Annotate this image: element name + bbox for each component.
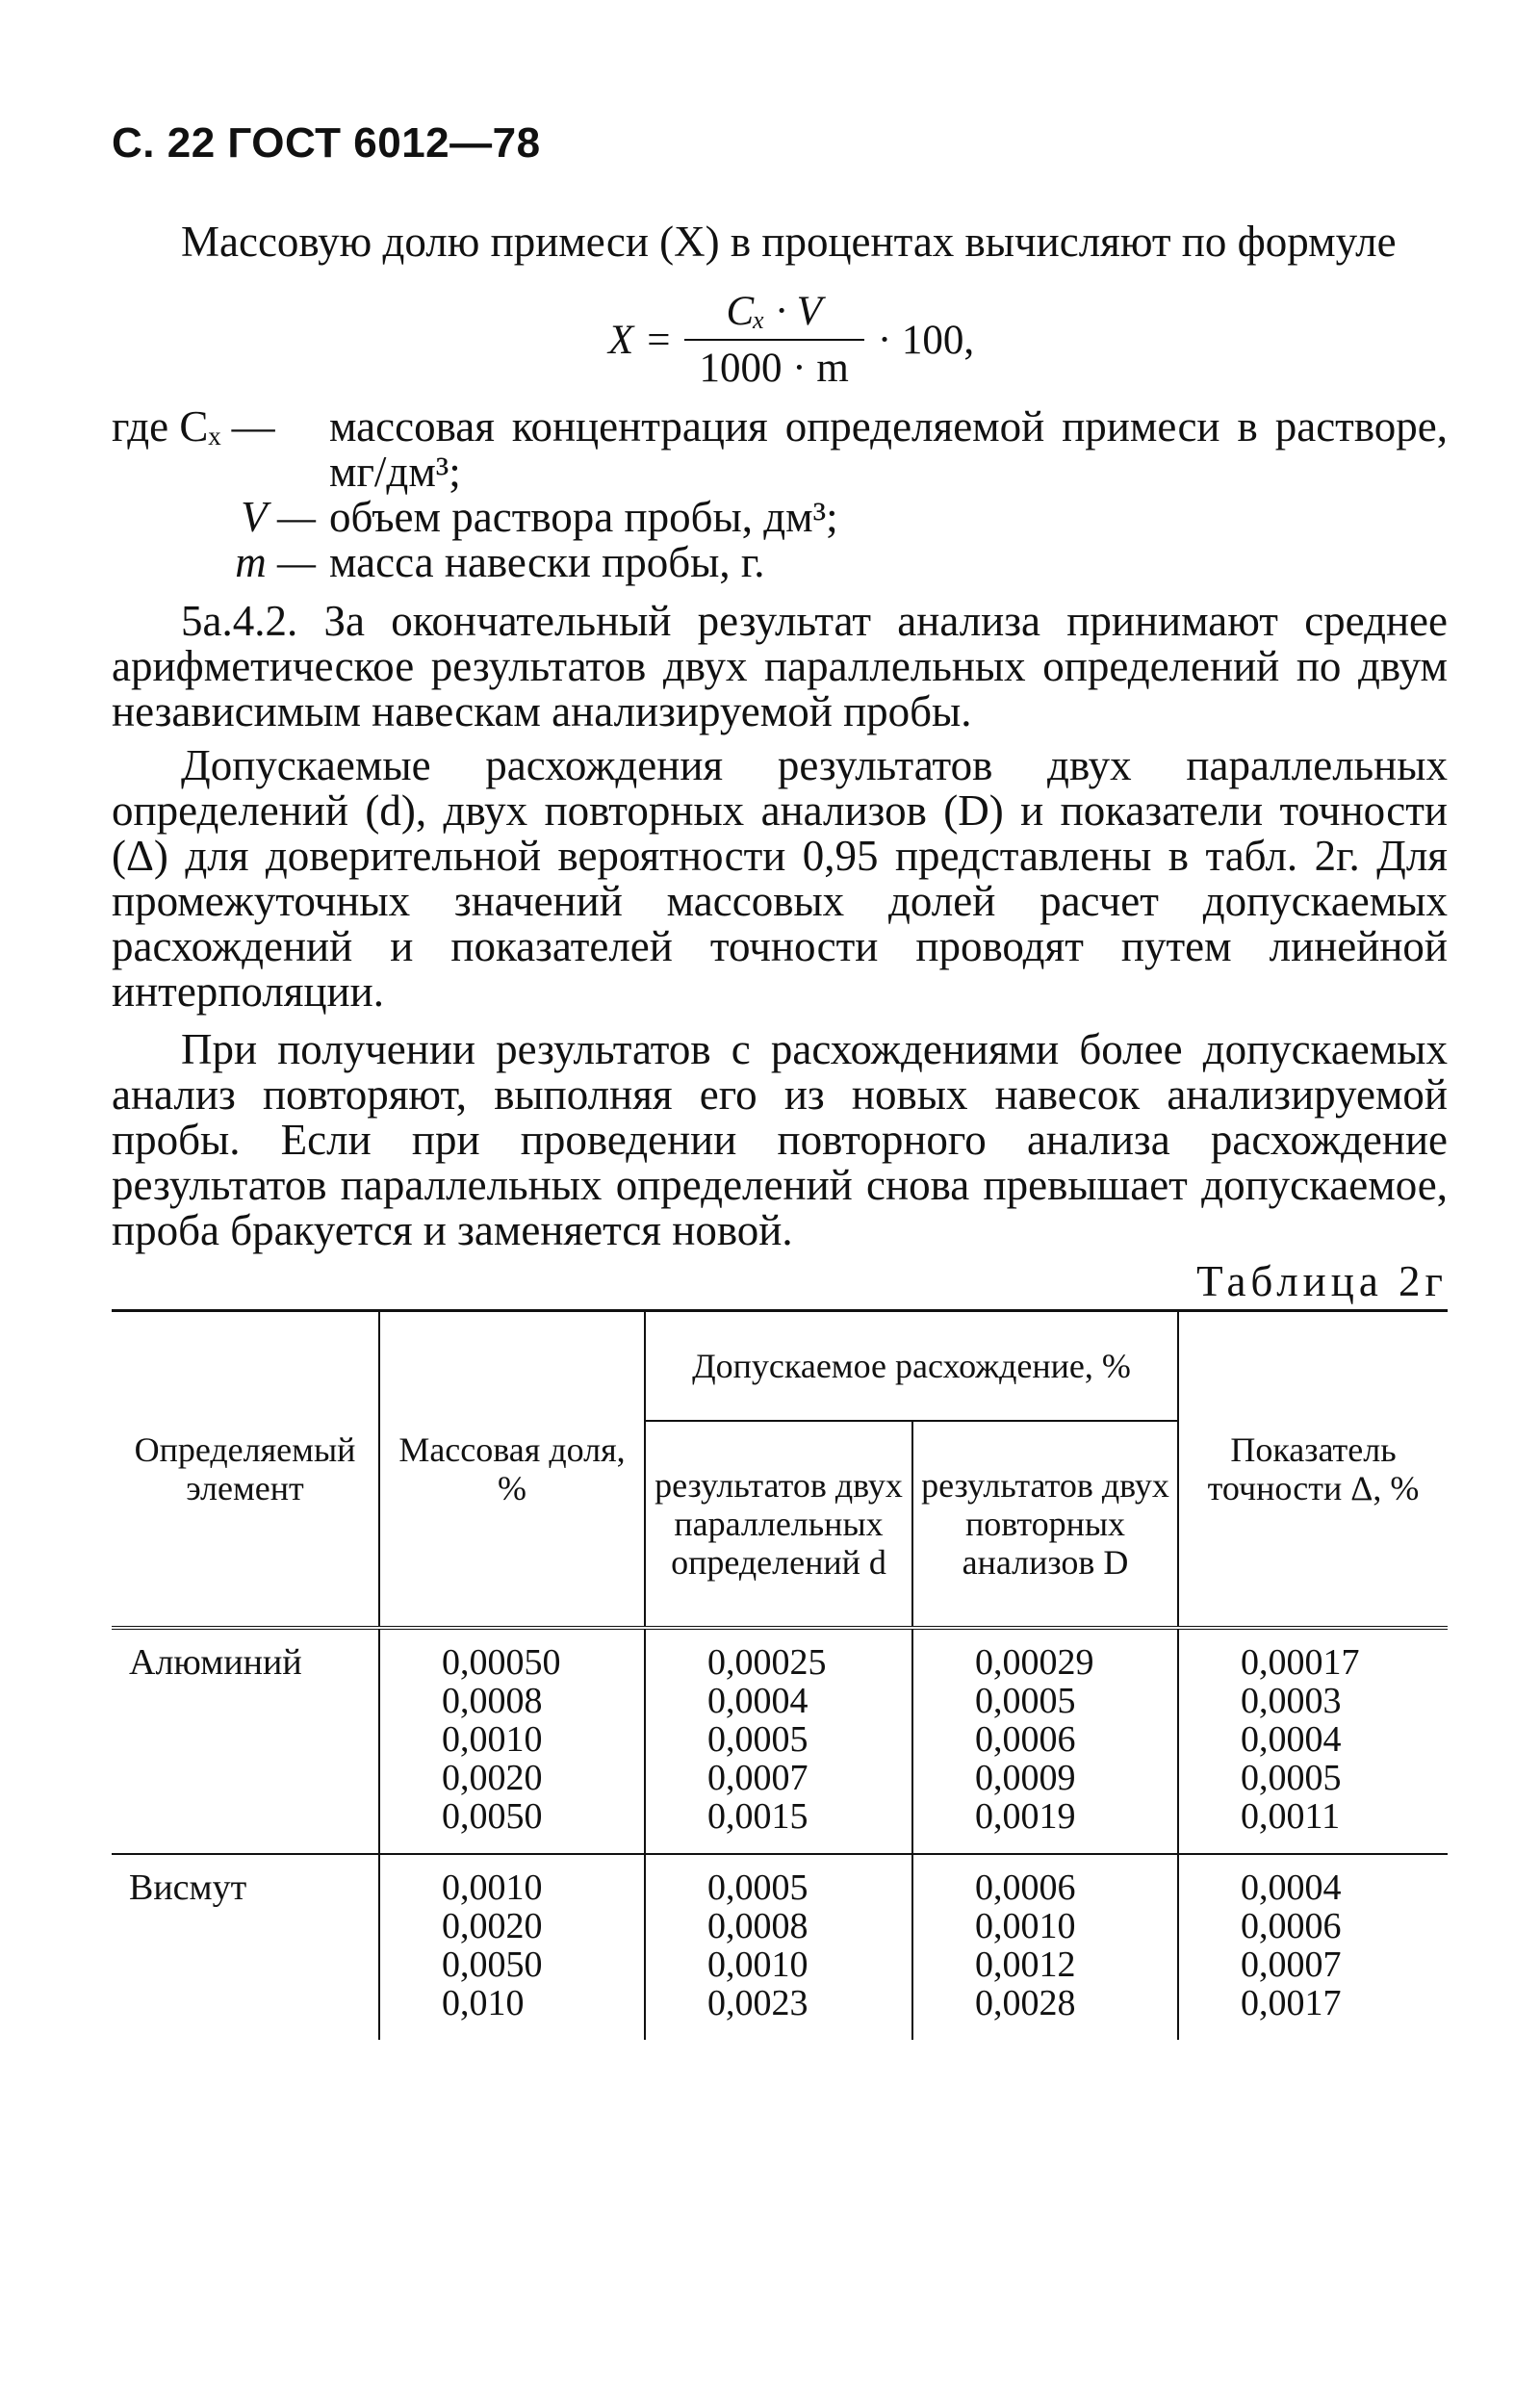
page-header: С. 22 ГОСТ 6012—78	[112, 119, 541, 167]
value: 0,0028	[975, 1983, 1076, 2023]
value: 0,0007	[1241, 1944, 1342, 1985]
value: 0,0009	[975, 1758, 1076, 1798]
value: 0,0004	[1241, 1867, 1342, 1908]
value: 0,0050	[442, 1944, 543, 1985]
paragraph-repeat-analysis: При получении результатов с расхождениями более допускаемых анализ повторяют, выполняя его из новых навесок анализируемой пробы. Если при проведении повторного анализа расхождение результатов параллельных определений снова превышает допускаемое, проба бракуется и заменяется новой.	[112, 1025, 1448, 1254]
value: 0,00017	[1241, 1642, 1360, 1683]
value: 0,0050	[442, 1796, 543, 1837]
parallel-cell	[645, 1854, 912, 2040]
value: 0,0005	[1241, 1758, 1342, 1798]
header-element: Определяемый элемент	[112, 1311, 379, 1629]
value: 0,0003	[1241, 1681, 1342, 1721]
value: 0,0006	[1241, 1906, 1342, 1946]
formula-eq: =	[647, 317, 671, 363]
paragraph-5a-4-2: 5а.4.2. За окончательный результат анализа принимают среднее арифметическое результатов двух параллельных определений по двум независимым навескам анализируемой пробы.	[112, 597, 1448, 735]
value: 0,0006	[975, 1867, 1076, 1908]
legend-symbol: где Cₓ —	[112, 402, 275, 451]
paragraph-allowable-deviations: Допускаемые расхождения результатов двух параллельных определений (d), двух повторных анализов (D) и показатели точности (Δ) для доверительной вероятности 0,95 представлены в табл. 2г. Для промежуточных значений массовых долей расчет допускаемых расхождений и показателей точности проводят путем линейной интерполяции.	[112, 741, 1448, 1016]
formula-factor: · 100,	[877, 317, 975, 363]
value: 0,0007	[707, 1758, 808, 1798]
value: 0,0020	[442, 1906, 543, 1946]
table-caption: Таблица 2г	[1196, 1257, 1448, 1305]
element-cell: Висмут	[112, 1854, 379, 2040]
value: 0,0010	[975, 1906, 1076, 1946]
accuracy-cell	[1178, 1628, 1448, 1854]
value: 0,00029	[975, 1642, 1094, 1683]
header-parallel: результатов двух параллельных определений d	[645, 1421, 912, 1628]
value: 0,0008	[442, 1681, 543, 1721]
legend-row	[112, 404, 1448, 495]
value: 0,0004	[707, 1681, 808, 1721]
parallel-cell	[645, 1628, 912, 1854]
value: 0,0010	[707, 1944, 808, 1985]
mass-fraction-cell	[379, 1854, 645, 2040]
formula	[608, 287, 974, 393]
header-accuracy: Показатель точности Δ, %	[1178, 1311, 1448, 1629]
header-repeated: результатов двух повторных анализов D	[912, 1421, 1178, 1628]
table-row	[112, 1854, 1448, 2040]
header-allowed-group: Допускаемое расхождение, %	[645, 1311, 1178, 1422]
value: 0,0010	[442, 1867, 543, 1908]
legend-row	[112, 495, 1448, 540]
value: 0,0012	[975, 1944, 1076, 1985]
formula-legend	[112, 404, 1448, 585]
formula-denominator: 1000 · m	[684, 339, 864, 392]
value: 0,0020	[442, 1758, 543, 1798]
value: 0,0005	[707, 1867, 808, 1908]
value: 0,0006	[975, 1719, 1076, 1760]
legend-symbol: V —	[241, 493, 316, 541]
legend-text: массовая концентрация определяемой примеси в растворе, мг/дм³;	[329, 402, 1448, 496]
value: 0,0004	[1241, 1719, 1342, 1760]
legend-symbol: m —	[235, 538, 316, 586]
value: 0,0005	[707, 1719, 808, 1760]
value: 0,00025	[707, 1642, 827, 1683]
intro-paragraph: Массовую долю примеси (X) в процентах вычисляют по формуле	[181, 218, 1397, 266]
value: 0,0005	[975, 1681, 1076, 1721]
value: 0,0010	[442, 1719, 543, 1760]
header-mass-fraction: Массовая доля, %	[379, 1311, 645, 1629]
element-cell: Алюминий	[129, 1642, 302, 1683]
legend-text: объем раствора пробы, дм³;	[329, 493, 838, 541]
repeated-cell	[912, 1628, 1178, 1854]
value: 0,0019	[975, 1796, 1076, 1837]
accuracy-cell	[1178, 1854, 1448, 2040]
value: 0,010	[442, 1983, 525, 2023]
value: 0,0017	[1241, 1983, 1342, 2023]
legend-text: масса навески пробы, г.	[329, 538, 765, 586]
value: 0,00050	[442, 1642, 561, 1683]
value: 0,0011	[1241, 1796, 1341, 1837]
value: 0,0015	[707, 1796, 808, 1837]
mass-fraction-cell	[379, 1628, 645, 1854]
value: 0,0008	[707, 1906, 808, 1946]
repeated-cell	[912, 1854, 1178, 2040]
table-2g	[112, 1309, 1448, 2040]
legend-row	[112, 540, 1448, 585]
formula-numerator: Cₓ · V	[726, 289, 822, 334]
formula-lhs: X	[608, 317, 634, 363]
formula-fraction	[684, 288, 864, 392]
value: 0,0023	[707, 1983, 808, 2023]
table-row	[112, 1628, 1448, 1854]
